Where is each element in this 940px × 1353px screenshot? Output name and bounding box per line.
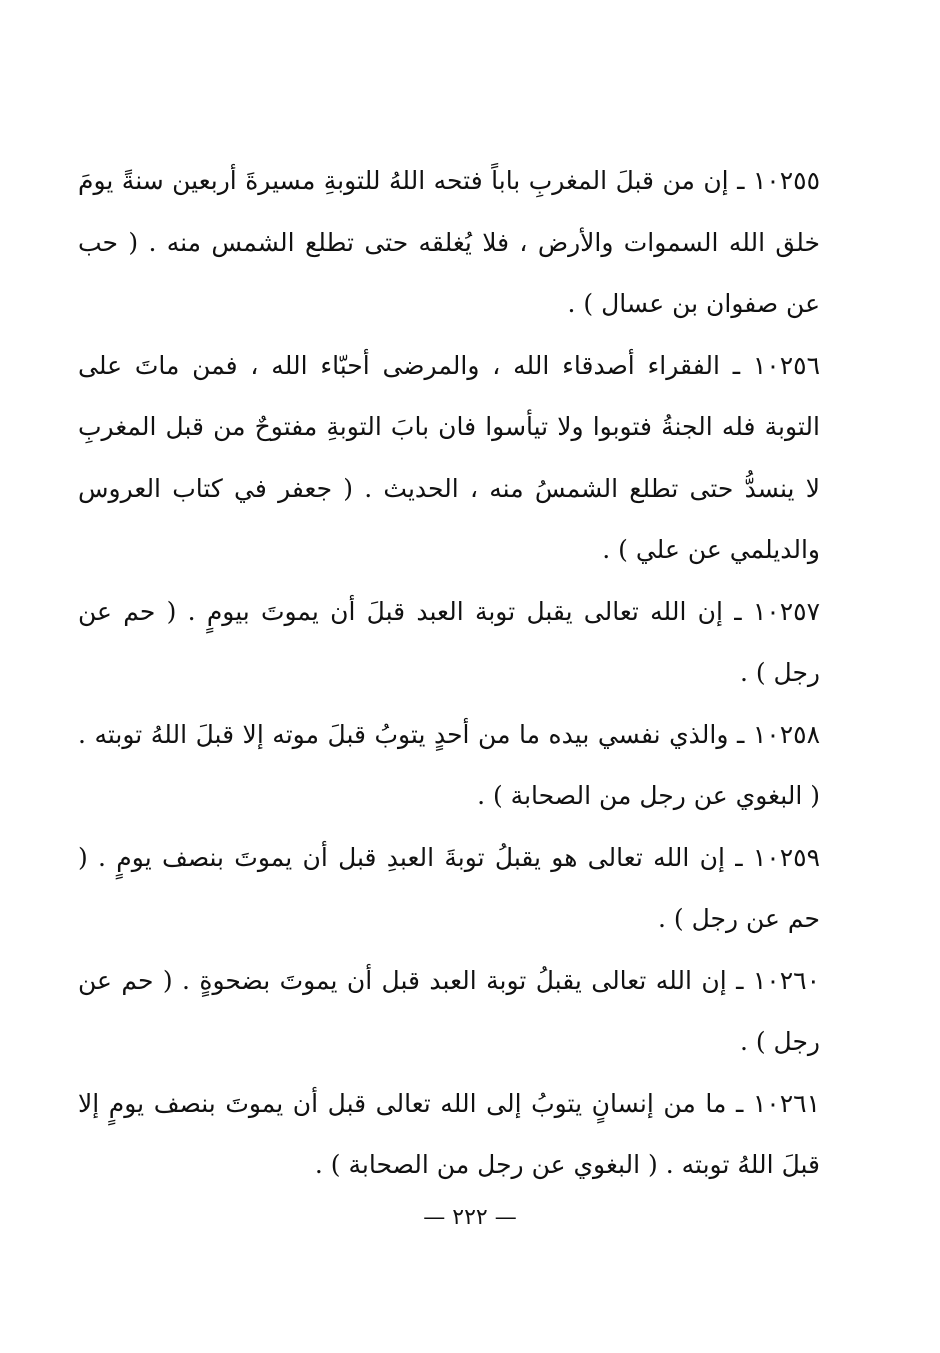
entry-text: والذي نفسي بيده ما من أحدٍ يتوبُ قبلَ موته إلا قبلَ اللهُ توبته . ( البغوي عن رجل من الصحابة ) . xyxy=(78,719,820,810)
footer-dash-right: — xyxy=(423,1205,446,1230)
entry-text: الفقراء أصدقاء الله ، والمرضى أحبّاء الله ، فمن ماتَ على التوبة فله الجنةُ فتوبوا ولا تيأسوا فان بابَ التوبةِ مفتوحٌ من قبل المغربِ لا ينسدُّ حتى تطلع الشمسُ منه ، الحديث . ( جعفر في كتاب العروس والديلمي عن علي ) . xyxy=(78,350,820,564)
entry-text: إن الله تعالى يقبلُ توبة العبد قبل أن يموتَ بضحوةٍ . ( حم عن رجل ) . xyxy=(78,965,820,1056)
hadith-entry-10256 xyxy=(78,335,820,581)
entry-text: ما من إنسانٍ يتوبُ إلى الله تعالى قبل أن يموتَ بنصف يومٍ إلا قبلَ اللهُ توبته . ( البغوي عن رجل من الصحابة ) . xyxy=(78,1088,820,1179)
entry-number: ١٠٢٥٩ xyxy=(752,842,821,872)
entry-separator: ـ xyxy=(736,965,744,995)
entry-separator: ـ xyxy=(735,842,743,872)
entry-number: ١٠٢٥٧ xyxy=(752,596,820,626)
hadith-entry-10260 xyxy=(78,950,820,1073)
page-footer xyxy=(0,1205,940,1230)
entry-separator: ـ xyxy=(734,596,742,626)
entry-separator: ـ xyxy=(736,719,745,749)
hadith-entry-10261 xyxy=(78,1073,820,1196)
hadith-entry-10257 xyxy=(78,581,820,704)
entry-separator: ـ xyxy=(735,1088,744,1118)
entry-number: ١٠٢٦٠ xyxy=(752,965,821,995)
page-number: ٢٢٢ xyxy=(452,1205,488,1230)
entry-number: ١٠٢٥٥ xyxy=(752,166,820,195)
document-page xyxy=(78,150,820,1196)
entry-separator: ـ xyxy=(732,350,741,380)
entry-text: إن من قبلَ المغربِ باباً فتحه اللهُ للتوبةِ مسيرةَ أربعين سنةً يومَ خلق الله السموات والأرض ، فلا يُغلقه حتى تطلع الشمس منه . ( حب عن صفوان بن عسال ) . xyxy=(78,166,820,318)
entry-text: إن الله تعالى يقبل توبة العبد قبلَ أن يموتَ بيومٍ . ( حم عن رجل ) . xyxy=(78,596,820,687)
entry-number: ١٠٢٥٨ xyxy=(752,719,820,749)
footer-dash-left: — xyxy=(494,1205,517,1230)
hadith-entry-10259 xyxy=(78,827,820,950)
hadith-entry-10258 xyxy=(78,704,820,827)
entry-separator: ـ xyxy=(737,166,745,195)
entry-text: إن الله تعالى هو يقبلُ توبةَ العبدِ قبل أن يموتَ بنصف يومٍ . ( حم عن رجل ) . xyxy=(78,842,820,933)
entry-number: ١٠٢٥٦ xyxy=(752,350,820,380)
hadith-entry-10255 xyxy=(78,150,820,335)
entry-number: ١٠٢٦١ xyxy=(752,1088,820,1118)
